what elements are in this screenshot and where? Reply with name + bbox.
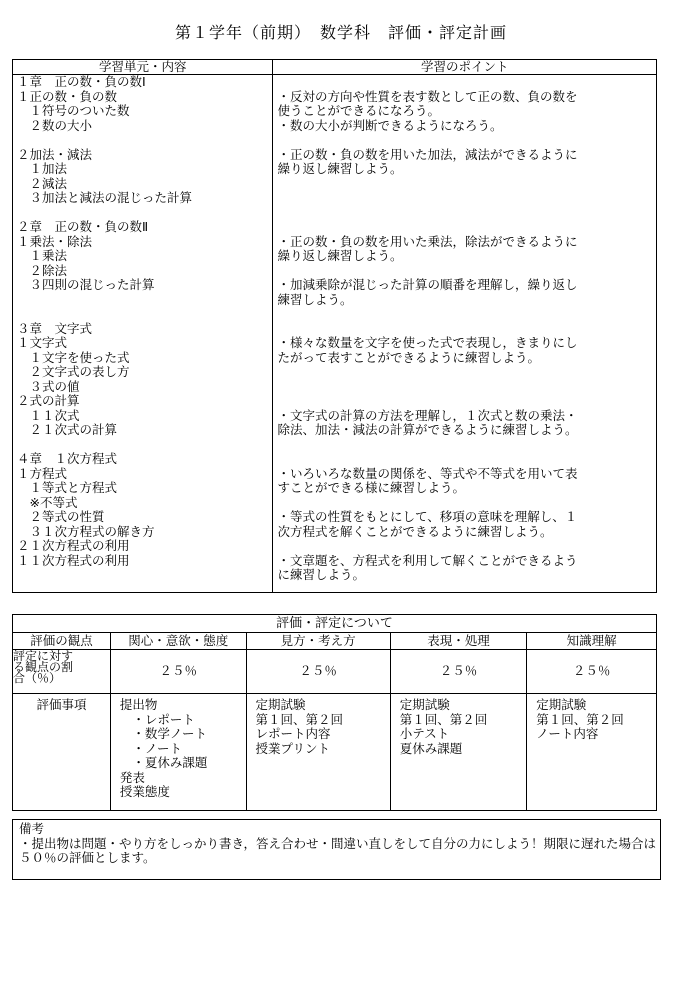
point-line: たがって表すことができるように練習しよう。 bbox=[277, 349, 540, 365]
point-line bbox=[277, 539, 656, 554]
point-line bbox=[277, 177, 656, 192]
evaluation-item-line: 小テスト bbox=[399, 726, 450, 741]
point-line: ・反対の方向や性質を表す数として正の数、負の数を bbox=[277, 88, 578, 104]
point-line bbox=[277, 365, 656, 380]
ratio-label-line: 合（％） bbox=[13, 671, 62, 685]
unit-line: ２文字式の表し方 bbox=[17, 364, 130, 379]
points-column-header: 学習のポイント bbox=[273, 60, 657, 75]
point-line bbox=[277, 75, 656, 90]
evaluation-item-line: ・レポート bbox=[119, 711, 195, 727]
ratio-value: ２５％ bbox=[390, 650, 527, 694]
unit-line: ２１次式の計算 bbox=[17, 422, 118, 437]
evaluation-item-line: 第１回、第２回 bbox=[255, 711, 344, 727]
notes-text: ・提出物は問題・やり方をしっかり書き，答え合わせ・間違い直しをして自分の力にしよう！期限に遅れた場合は５０％の評価とします。 bbox=[19, 835, 657, 865]
evaluation-item-line: 授業態度 bbox=[119, 784, 170, 799]
point-line bbox=[277, 307, 656, 322]
thinking-header: 見方・考え方 bbox=[246, 633, 390, 650]
unit-line bbox=[17, 293, 272, 308]
document-title: 第１学年（前期） 数学科 評価・評定計画 bbox=[174, 23, 507, 42]
unit-line: ２１次方程式の利用 bbox=[17, 538, 130, 553]
evaluation-item-line: 授業プリント bbox=[255, 740, 331, 756]
point-line bbox=[277, 438, 656, 453]
evaluation-item-line: 第１回、第２回 bbox=[399, 711, 488, 727]
evaluation-item-line: 定期試験 bbox=[255, 697, 306, 712]
interest-header: 関心・意欲・態度 bbox=[110, 633, 246, 650]
evaluation-items-row bbox=[13, 694, 657, 811]
evaluation-table bbox=[12, 614, 657, 811]
ratio-label-line: る観点の割 bbox=[13, 660, 74, 674]
unit-line: １符号のついた数 bbox=[17, 103, 130, 118]
unit-line bbox=[17, 438, 272, 453]
point-line bbox=[277, 452, 656, 467]
unit-column-header: 学習単元・内容 bbox=[13, 60, 273, 75]
unit-line: ２除法 bbox=[17, 262, 68, 278]
unit-line: ２式の計算 bbox=[17, 393, 80, 408]
items-cell-interest bbox=[110, 694, 246, 811]
unit-line: １文字を使った式 bbox=[17, 349, 130, 365]
point-line: ・等式の性質をもとにして、移項の意味を理解し、１ bbox=[277, 509, 578, 524]
unit-line: ２加法・減法 bbox=[17, 146, 93, 162]
evaluation-item-line: ・ノート bbox=[119, 740, 183, 756]
point-line: 繰り返し練習しよう。 bbox=[277, 248, 403, 263]
unit-line: ３式の値 bbox=[17, 378, 80, 394]
notes-heading: 備考 bbox=[19, 821, 45, 836]
unit-line: ３１次方程式の解き方 bbox=[17, 523, 155, 539]
unit-line: １１次方程式の利用 bbox=[17, 552, 130, 568]
evaluation-item-line: 定期試験 bbox=[399, 697, 450, 712]
point-line: ・文章題を、方程式を利用して解くことができるよう bbox=[277, 552, 578, 568]
ratio-row bbox=[13, 650, 657, 694]
unit-line: １方程式 bbox=[17, 465, 68, 481]
evaluation-caption-row bbox=[13, 615, 657, 633]
point-line: 繰り返し練習しよう。 bbox=[277, 161, 403, 176]
point-line: に練習しよう。 bbox=[277, 567, 365, 582]
unit-line: １等式と方程式 bbox=[17, 480, 118, 495]
items-cell-knowledge bbox=[527, 694, 657, 811]
point-line: 使うことができるになろう。 bbox=[277, 103, 440, 118]
knowledge-header: 知識理解 bbox=[527, 633, 657, 650]
point-line: 除法、加法・減法の計算ができるように練習しよう。 bbox=[277, 422, 578, 437]
learning-plan-table bbox=[12, 59, 657, 593]
unit-line: ２減法 bbox=[17, 175, 68, 191]
point-line bbox=[277, 496, 656, 511]
evaluation-item-line: ・夏休み課題 bbox=[119, 755, 208, 770]
ratio-label bbox=[13, 650, 111, 694]
unit-line bbox=[17, 206, 272, 221]
unit-line: １加法 bbox=[17, 161, 68, 176]
evaluation-item-line: ・数学ノート bbox=[119, 726, 208, 741]
notes-box bbox=[12, 819, 661, 880]
evaluation-item-line: レポート内容 bbox=[255, 726, 331, 741]
point-line: 次方程式を解くことができるように練習しよう。 bbox=[277, 523, 553, 539]
evaluation-item-line: 夏休み課題 bbox=[399, 740, 463, 756]
point-line: 練習しよう。 bbox=[277, 291, 353, 307]
unit-line: １１次式 bbox=[17, 407, 80, 423]
unit-line: ※不等式 bbox=[17, 494, 78, 510]
evaluation-caption: 評価・評定について bbox=[13, 615, 657, 633]
point-line bbox=[277, 394, 656, 409]
point-line bbox=[277, 206, 656, 221]
plan-body-row bbox=[13, 75, 657, 593]
items-label: 評価事項 bbox=[13, 694, 111, 811]
ratio-value: ２５％ bbox=[110, 650, 246, 694]
point-line bbox=[277, 133, 656, 148]
unit-line: １文字式 bbox=[17, 335, 68, 350]
unit-line: １乗法・除法 bbox=[17, 233, 93, 249]
items-cell-thinking bbox=[246, 694, 390, 811]
point-line: ・様々な数量を文字を使った式で表現し，きまりにし bbox=[277, 335, 578, 350]
plan-header-row bbox=[13, 60, 657, 75]
ratio-value: ２５％ bbox=[246, 650, 390, 694]
point-line bbox=[277, 191, 656, 206]
unit-line: １正の数・負の数 bbox=[17, 88, 118, 104]
point-line: ・加減乗除が混じった計算の順番を理解し，繰り返し bbox=[277, 277, 578, 292]
evaluation-item-line: 発表 bbox=[119, 769, 145, 785]
evaluation-item-line: ノート内容 bbox=[536, 726, 599, 741]
point-line: ・正の数・負の数を用いた加法，減法ができるように bbox=[277, 146, 578, 162]
unit-line: ３章 文字式 bbox=[17, 320, 93, 336]
point-line: ・いろいろな数量の関係を、等式や不等式を用いて表 bbox=[277, 465, 578, 481]
point-line: すことができる様に練習しよう。 bbox=[277, 480, 465, 495]
unit-line: ２等式の性質 bbox=[17, 509, 105, 524]
unit-line: ３加法と減法の混じった計算 bbox=[17, 190, 193, 205]
unit-content-cell bbox=[13, 75, 273, 593]
evaluation-item-line: 提出物 bbox=[119, 697, 158, 712]
unit-line: ３四則の混じった計算 bbox=[17, 277, 155, 292]
items-cell-expression bbox=[390, 694, 527, 811]
unit-line bbox=[17, 307, 272, 322]
point-line: ・正の数・負の数を用いた乗法，除法ができるように bbox=[277, 233, 578, 249]
viewpoint-header: 評価の観点 bbox=[13, 633, 111, 650]
point-line bbox=[277, 322, 656, 337]
point-line bbox=[277, 264, 656, 279]
expression-header: 表現・処理 bbox=[390, 633, 527, 650]
ratio-value: ２５％ bbox=[527, 650, 657, 694]
points-content-cell bbox=[273, 75, 657, 593]
point-line: ・数の大小が判断できるようになろう。 bbox=[277, 117, 503, 133]
evaluation-header-row bbox=[13, 633, 657, 650]
evaluation-item-line: 定期試験 bbox=[536, 697, 587, 712]
unit-line: ４章 １次方程式 bbox=[17, 451, 118, 466]
ratio-label-line: 評定に対す bbox=[13, 649, 74, 663]
point-line: ・文字式の計算の方法を理解し，１次式と数の乗法・ bbox=[277, 407, 578, 423]
unit-line: １章 正の数・負の数Ⅰ bbox=[17, 74, 146, 89]
unit-line: ２章 正の数・負の数Ⅱ bbox=[17, 219, 149, 234]
point-line bbox=[277, 220, 656, 235]
unit-line: ２数の大小 bbox=[17, 117, 93, 133]
unit-line bbox=[17, 133, 272, 148]
evaluation-item-line: 第１回、第２回 bbox=[536, 711, 624, 727]
unit-line: １乗法 bbox=[17, 248, 68, 263]
point-line bbox=[277, 380, 656, 395]
